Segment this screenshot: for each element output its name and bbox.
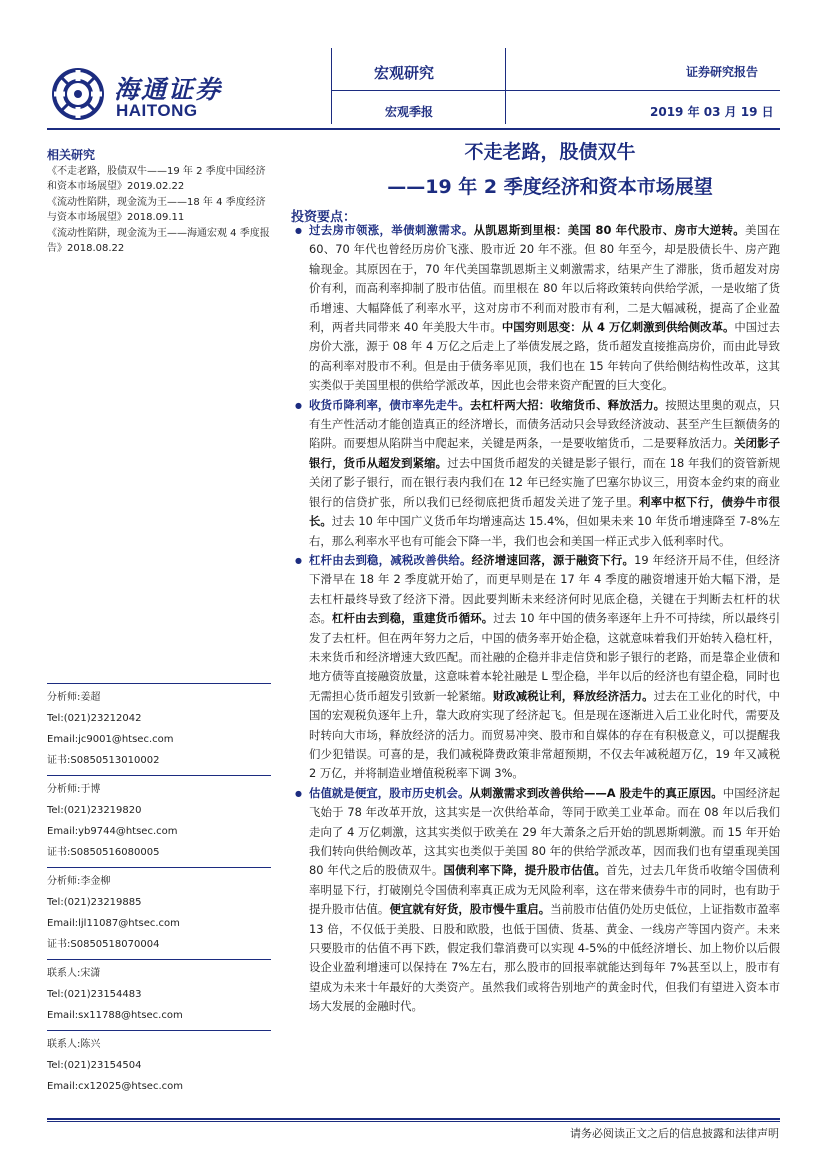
contact-card [47, 959, 271, 1030]
header-bottom-rule [47, 128, 780, 130]
header-divider-left [331, 48, 332, 124]
analyst-card [47, 867, 271, 959]
key-points-label: 投资要点： [291, 210, 357, 225]
point-text: 过去中国货币超发的关键是影子银行，而在 18 年我们的资管新规关闭了影子银行，而在银行表内我们在 12 年已经实施了巴塞尔协议三，用资本金约束的商业银行的信贷扩张，所以我们已经彻底把货币超发关进了笼子里。 [309, 455, 780, 509]
point-bold: 国债利率下降，提升股市估值。 [443, 863, 607, 878]
contact-card [47, 1030, 271, 1101]
key-point-paragraph [289, 396, 780, 551]
analyst-card [47, 775, 271, 867]
report-subtype: 宏观季报 [385, 105, 434, 119]
point-lead: 估值就是便宜，股市历史机会。 [309, 785, 470, 800]
point-text: 过去 10 年中国广义货币年均增速高达 15.4%，但如果未来 10 年货币增速降至 7-8%左右，那么利率水平也有可能会下降一半，我们也会和美国一样正式步入低利率时代。 [309, 514, 780, 548]
related-item[interactable]: 《流动性陷阱，现金流为王——海通宏观 4 季度报告》2018.08.22 [47, 228, 270, 254]
point-bold: 从刺激需求到改善供给——A 股走牛的真正原因。 [469, 785, 723, 800]
disclaimer-note: 请务必阅读正文之后的信息披露和法律声明 [570, 1127, 779, 1140]
point-bold: 从凯恩斯到里根：美国 80 年代股市、房市大逆转。 [473, 223, 746, 237]
analyst-cert: 证书:S0850518070004 [47, 939, 160, 950]
point-text: 当前股市估值仍处历史低位，上证指数市盈率 13 倍，不仅低于美股、日股和欧股，也低于国债、货基、黄金、一线房产等国内资产。未来只要股市的估值不再下跌，假定我们靠消费可以实现 4-5%的中低经济增长、加上物价以后假设企业盈利增速可以保持在 7%左右，那么股市的回报率就能达到每年 7%甚至以上，股市有望成为未来十年最好的大类资产。虽然我们或将告别地产的黄金时代，但我们有望进入资本市场大发展的金融时代。 [309, 902, 780, 1014]
point-bold: 中国穷则思变：从 4 万亿刺激到供给侧改革。 [501, 320, 735, 335]
point-bold: 利率中枢下行，债券牛市很长。 [309, 494, 780, 529]
contact-name: 联系人:陈兴 [47, 1039, 101, 1050]
point-lead: 收货币降利率，债市率先走牛。 [309, 397, 470, 412]
key-point-paragraph [289, 784, 780, 1017]
report-header [0, 0, 827, 130]
point-bold: 去杠杆两大招：收缩货币、释放活力。 [469, 397, 666, 412]
analyst-email[interactable]: Email:jc9001@htsec.com [47, 734, 174, 745]
footer-rule-thin [47, 1121, 780, 1122]
analyst-email[interactable]: Email:ljl11087@htsec.com [47, 918, 180, 929]
related-research-title: 相关研究 [47, 148, 96, 162]
report-type: 宏观研究 [374, 64, 435, 82]
haitong-logo-icon [52, 68, 104, 120]
related-item[interactable]: 《流动性陷阱，现金流为王——18 年 4 季度经济与资本市场展望》2018.09.11 [47, 197, 266, 223]
analyst-card [47, 683, 271, 775]
point-text: 中国经济起飞始于 78 年改革开放，这其实是一次供给革命，等同于欧美工业革命。而在 08 年以后我们走向了 4 万亿刺激，这其实类似于欧美在 29 年大萧条之后开始的凯恩斯刺激。而 15 年开始我们转向供给侧改革，这其实也类似于美国 80 年的供给学派改革，因而我们也有望重现美国 80 年代之后的股债双牛。 [309, 785, 780, 878]
point-text: 美国在 60、70 年代也曾经历房价飞涨、股市近 20 年不涨。但 80 年至今，却是股债长牛、房产跑输现金。其原因在于，70 年代美国靠凯恩斯主义刺激需求，结果产生了滞胀，货币超发对房价有利，而高利率抑制了股市估值。而里根在 80 年以后将政策转向供给学派，一是收缩了货币增速、大幅降低了利率水平，这对房市不利而对股市有利，二是大幅减税，提高了企业盈利，两者共同带来 40 年美股大牛市。 [309, 223, 780, 335]
point-text: 过去在工业化的时代，中国的宏观税负逐年上升，靠大政府实现了经济起飞。但是现在逐渐进入后工业化时代，需要及时转向大市场，释放经济的活力。而贸易冲突、股市和自媒体的存在有积极意义，可以提醒我们少犯错误。可喜的是，我们减税降费政策非常超预期，不仅去年减税超万亿，19 年又减税 2 万亿，并将制造业增值税税率下调 3%。 [309, 688, 780, 781]
contact-email[interactable]: Email:sx11788@htsec.com [47, 1010, 183, 1021]
point-bold: 便宜就有好货，股市慢牛重启。 [389, 902, 551, 917]
header-mid-rule [331, 90, 780, 91]
key-point-paragraph [289, 221, 780, 396]
point-bold: 财政减税让利，释放经济活力。 [492, 688, 654, 703]
related-research [47, 146, 271, 258]
logo-english-name: HAITONG [116, 101, 198, 120]
analyst-cert: 证书:S0850513010002 [47, 755, 160, 766]
related-item[interactable]: 《不走老路，股债双牛——19 年 2 季度中国经济和资本市场展望》2019.02.22 [47, 166, 266, 192]
analyst-tel: Tel:(021)23219885 [47, 897, 142, 908]
point-bold: 经济增速回落，源于融资下行。 [471, 552, 635, 567]
footer-rule [47, 1118, 780, 1120]
analyst-cert: 证书:S0850516080005 [47, 847, 160, 858]
analyst-name: 分析师:于博 [47, 784, 101, 795]
point-lead: 杠杆由去到稳，减税改善供给。 [309, 552, 472, 567]
contact-name: 联系人:宋潇 [47, 968, 101, 979]
point-text: 中国过去房价大涨，源于 08 年 4 万亿之后走上了举债发展之路，货币超发直接推高房价，而由此导致的高利率对股市不利。但是由于债务率见顶，我们也在 15 年转向了供给侧结构性改革，这其实类似于美国里根的供给学派改革，因此也会带来资产配置的巨大变化。 [309, 320, 780, 393]
analyst-name: 分析师:李金柳 [47, 876, 111, 887]
header-divider-right [505, 48, 506, 124]
point-text: 按照达里奥的观点，只有生产性活动才能创造真正的经济增长，而债务活动只会导致经济波动、甚至产生巨额债务的陷阱。而要想从陷阱当中爬起来，关键是两条，一是要收缩货币，二是要释放活力。 [309, 397, 780, 451]
contact-tel: Tel:(021)23154504 [47, 1060, 142, 1071]
key-point-paragraph [289, 551, 780, 784]
analyst-name: 分析师:姜超 [47, 692, 101, 703]
contact-tel: Tel:(021)23154483 [47, 989, 142, 1000]
key-points-body [289, 221, 780, 1017]
logo-chinese-name: 海通证券 [114, 75, 223, 104]
point-lead: 过去房市领涨，举债刺激需求。 [309, 223, 474, 237]
report-subtitle: ——19 年 2 季度经济和资本市场展望 [387, 176, 713, 198]
point-text: 首先，过去几年货币收缩令国债利率明显下行，打破刚兑令国债利率真正成为无风险利率，这在带来债券牛市的同时，也有助于提升股市估值。 [309, 863, 780, 917]
analyst-tel: Tel:(021)23212042 [47, 713, 142, 724]
report-date: 2019 年 03 月 19 日 [650, 105, 774, 119]
analyst-contacts [47, 683, 271, 1101]
analyst-email[interactable]: Email:yb9744@htsec.com [47, 826, 178, 837]
report-title: 不走老路，股债双牛 [464, 141, 636, 163]
report-category: 证券研究报告 [686, 65, 759, 79]
contact-email[interactable]: Email:cx12025@htsec.com [47, 1081, 183, 1092]
point-bold: 杠杆由去到稳，重建货币循环。 [332, 611, 494, 626]
analyst-tel: Tel:(021)23219820 [47, 805, 142, 816]
point-text: 19 年经济开局不佳，但经济下滑早在 18 年 2 季度就开始了，而更早则是在 17 年 4 季度的融资增速开始大幅下滑，是去杠杆最终导致了经济下滑。因此要判断未来经济何时见底企稳，关键在于判断去杠杆的状态。 [309, 552, 780, 626]
point-bold: 关闭影子银行，货币从超发到紧缩。 [309, 436, 780, 470]
point-text: 过去 10 年中国的债务率逐年上升不可持续，所以最终引发了去杠杆。但在两年努力之后，中国的债务率开始企稳，这就意味着我们开始转入稳杠杆，未来货币和经济增速大致匹配。而社融的企稳并非走信贷和影子银行的老路，而是靠企业债和地方债等直接融资放量，这意味着本轮社融是 L 型企稳，半年以后的经济也有望企稳，同时也无需担心货币超发引致新一轮紧缩。 [309, 611, 780, 703]
